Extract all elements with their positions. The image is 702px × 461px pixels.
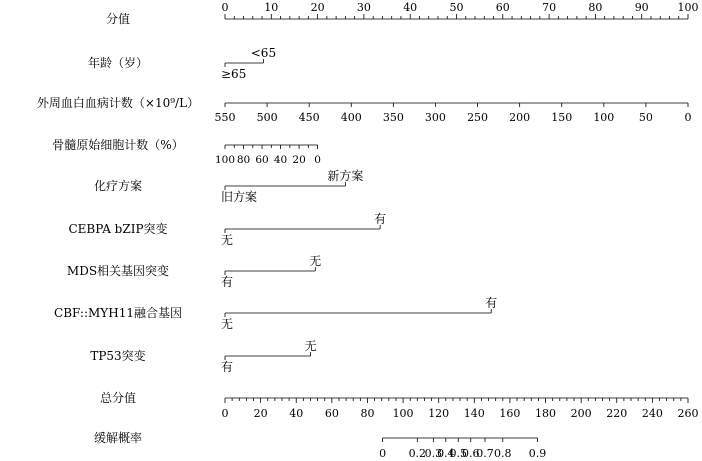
points-tick-label: 50 <box>449 1 464 14</box>
var-8-level-label: 无 <box>304 339 317 353</box>
var-2-tick-label: 450 <box>298 111 320 124</box>
total-points-tick-label: 0 <box>221 407 229 420</box>
probability-tick-label: 0.6 <box>461 447 480 460</box>
var-4-level-label: 新方案 <box>327 169 364 183</box>
var-3-tick-label: 100 <box>214 154 236 166</box>
points-tick-label: 70 <box>542 1 557 14</box>
var-6-level-label: 无 <box>309 254 322 268</box>
var-3-tick-label: 0 <box>314 154 321 166</box>
var-1-label: 年龄（岁） <box>87 56 149 70</box>
total-points-tick-label: 100 <box>392 407 414 420</box>
var-2-tick-label: 300 <box>424 111 446 124</box>
total-points-tick-label: 200 <box>570 407 592 420</box>
total-points-tick-label: 160 <box>499 407 521 420</box>
probability-label: 缓解概率 <box>93 431 143 445</box>
points-tick-label: 10 <box>264 1 279 14</box>
probability-tick-label: 0.4 <box>437 447 455 460</box>
var-2-tick-label: 150 <box>551 111 573 124</box>
points-tick-label: 60 <box>495 1 510 14</box>
points-tick-label: 40 <box>403 1 418 14</box>
var-2-tick-label: 200 <box>509 111 531 124</box>
points-tick-label: 100 <box>677 1 699 14</box>
var-2-tick-label: 400 <box>340 111 362 124</box>
var-2-label: 外周血白血病计数（×10⁹/L） <box>36 96 200 110</box>
total-points-tick-label: 60 <box>324 407 339 420</box>
var-4-label: 化疗方案 <box>93 179 143 193</box>
probability-tick-label: 0.7 <box>476 447 494 460</box>
total-points-tick-label: 120 <box>428 407 450 420</box>
var-2-tick-label: 250 <box>467 111 489 124</box>
var-5-label: CEBPA bZIP突变 <box>68 222 168 236</box>
var-7-level-label: 无 <box>221 317 234 331</box>
probability-tick-label: 0.2 <box>408 447 427 460</box>
probability-tick-label: 0.8 <box>494 447 512 460</box>
total-points-label: 总分值 <box>99 391 137 405</box>
probability-tick-label: 0 <box>379 447 387 460</box>
var-3-tick-label: 80 <box>236 154 251 166</box>
var-3-label: 骨髓原始细胞计数（%） <box>52 138 184 152</box>
var-2-tick-label: 50 <box>638 111 653 124</box>
var-1-level-label: <65 <box>250 46 277 60</box>
var-3-tick-label: 20 <box>292 154 306 166</box>
var-5-level-label: 有 <box>374 212 387 226</box>
var-7-level-label: 有 <box>485 296 498 310</box>
points-tick-label: 20 <box>310 1 325 14</box>
points-tick-label: 80 <box>588 1 603 14</box>
total-points-tick-label: 140 <box>463 407 485 420</box>
var-8-level-label: 有 <box>221 360 234 374</box>
total-points-tick-label: 80 <box>360 407 375 420</box>
var-3-tick-label: 60 <box>255 154 269 166</box>
probability-tick-label: 0.5 <box>449 447 468 460</box>
probability-tick-label: 0.3 <box>424 447 443 460</box>
total-points-tick-label: 180 <box>535 407 557 420</box>
var-6-level-label: 有 <box>221 275 234 289</box>
total-points-tick-label: 40 <box>289 407 304 420</box>
points-tick-label: 0 <box>221 1 229 14</box>
var-2-tick-label: 500 <box>256 111 278 124</box>
points-tick-label: 30 <box>356 1 371 14</box>
var-2-tick-label: 350 <box>382 111 404 124</box>
points-scale-label: 分值 <box>105 12 131 26</box>
var-2-tick-label: 550 <box>214 111 236 124</box>
var-7-label: CBF::MYH11融合基因 <box>54 306 182 320</box>
total-points-tick-label: 240 <box>641 407 663 420</box>
var-4-level-label: 旧方案 <box>221 190 258 204</box>
var-3-tick-label: 40 <box>273 154 288 166</box>
var-2-tick-label: 100 <box>593 111 615 124</box>
probability-tick-label: 0.9 <box>528 447 547 460</box>
var-8-label: TP53突变 <box>90 349 146 363</box>
var-5-level-label: 无 <box>221 233 234 247</box>
total-points-tick-label: 220 <box>606 407 628 420</box>
var-1-level-label: ≥65 <box>221 67 247 81</box>
total-points-tick-label: 20 <box>253 407 268 420</box>
total-points-tick-label: 260 <box>677 407 699 420</box>
points-tick-label: 90 <box>634 1 649 14</box>
var-6-label: MDS相关基因突变 <box>66 264 170 278</box>
var-2-tick-label: 0 <box>684 111 692 124</box>
